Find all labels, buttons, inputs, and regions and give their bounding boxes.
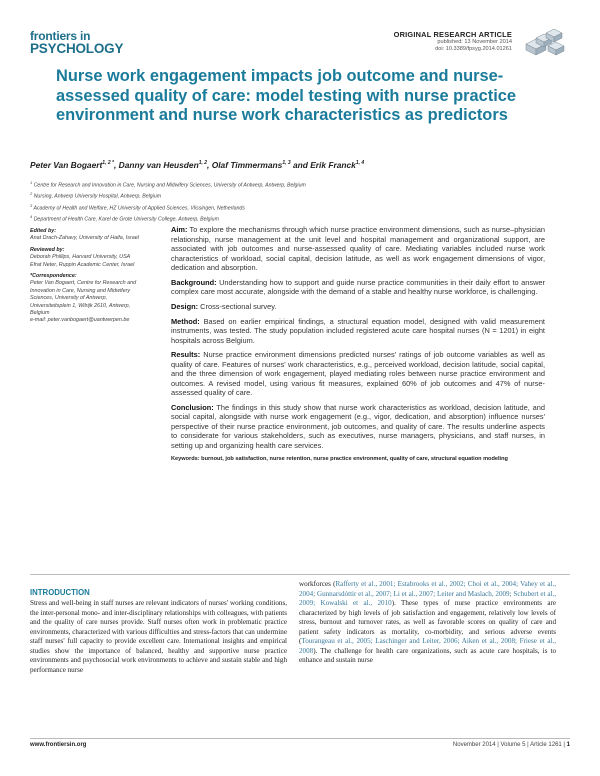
affiliation-num: 2 [30,191,33,197]
keywords-text: burnout, job satisfaction, nurse retention, nurse practice environment, quality of care, structural equation modeling [201,456,508,463]
affiliation-text: Centre for Research and Innovation in Care, Nursing and Midwifery Sciences, University of Antwerp, Antwerp, Belgium [33,182,306,189]
affiliation-num: 3 [30,202,33,208]
intro-heading: INTRODUCTION [30,588,90,597]
footer-issue-info [453,742,570,748]
citation-link[interactable]: Rafferty et al., 2001; Estabrooks et al., 2002; Choi et al., 2004; Vahey et al., 2004; Gunnarsdóttir et al., 2007; Li et al., 2007; Leiter and Maslach, 2009; Schubert et al., 2009; Kowalski et al., 2010 [299,580,556,608]
abstract-label: Background: [171,277,217,287]
correspondence-email[interactable]: e-mail: peter.vanbogaert@uantwerpen.be [30,317,130,324]
reviewer: Deborah Phillips, Harvard University, USA [30,254,131,261]
section-divider [30,574,570,575]
logo-line2: PSYCHOLOGY [30,41,124,56]
abstract [171,225,545,464]
footer-website[interactable]: www.frontiersin.org [30,742,87,748]
logo-line1: frontiers in [30,29,91,43]
affiliation-num: 1 [30,180,33,185]
reviewer: Efrat Neter, Ruppin Academic Center, Israel [30,261,135,268]
affiliation-text: Academy of Health and Welfare, HZ University of Applied Sciences, Vlissingen, Netherlands [33,205,245,212]
author-name: Danny van Heusden [118,160,199,170]
abstract-text: Nurse practice environment dimensions predicted nurses' ratings of job outcome variables as well as quality of care. Features of nurses' work characteristics, e.g., perceived workload, decision latitude, social capital, and the three dimension of work engagement, played mediating roles between nurse practice environment and outcomes. A revised model, using various fit measures, explained 60% of job outcomes and 47% of nurse-assessed quality of care. [171,350,546,398]
page-number: 1 [566,742,570,748]
abstract-label: Conclusion: [171,402,214,412]
author-name: Olaf Timmermans [211,160,283,170]
article-title: Nurse work engagement impacts job outcome and nurse-assessed quality of care: model testing with nurse practice environment and nurse work characteristics as predictors [56,67,516,125]
abstract-results [171,350,545,398]
citation-link[interactable]: Tourangeau et al., 2005; Laschinger and Leiter, 2006; Aiken et al., 2008; Friese et al., 2008 [299,637,556,655]
doi: doi: 10.3389/fpsyg.2014.01261 [435,46,512,53]
abstract-label: Method: [171,316,200,326]
abstract-text: Based on earlier empirical findings, a structural equation model, designed with valid measurement instruments, was tested. The study population included registered acute care hospital nurses (N = 1201) in eight hospitals across Belgium. [171,316,545,345]
article-info [394,30,512,54]
intro-right-text: ). The challenge for health care organizations, such as acute care hospitals, is to enhance and sustain nurse [299,646,556,665]
footer-issue: November 2014 | Volume 5 | Article 1261 | [452,742,565,748]
affiliation [30,202,570,213]
edited-text: Anat Drach-Zahavy, University of Haifa, Israel [30,235,139,242]
editorial-sidebar [30,228,143,325]
edited-heading: Edited by: [30,228,57,234]
author-sup: 1, 3 [282,160,291,167]
affiliation-num: 4 [30,213,33,219]
affiliation-text: Department of Health Care, Karel de Grote University College, Antwerp, Belgium [33,216,219,223]
keywords-label: Keywords: [171,456,200,463]
keywords [171,456,545,463]
abstract-label: Results: [171,350,201,360]
abstract-label: Aim: [171,225,188,234]
intro-right-column [299,580,556,666]
author-sup: 1, 2 * [102,160,114,167]
abstract-text: The findings in this study show that nurse work characteristics as workload, decision latitude, and social capital, alongside with nurse work engagement (e.g., vigor, dedication, and absorption) influence nurses' perspective of their nurse practice environment, job outcomes, and quality of care. The results underline aspects to considerate for various stakeholders, such as executives, nurse managers, physicians, and staff nurses, in setting up and organizing health care services. [171,402,546,450]
cube-logo-icon [518,26,570,56]
abstract-design [171,302,545,312]
abstract-conclusion [171,403,545,451]
article-type: ORIGINAL RESEARCH ARTICLE [393,30,512,39]
affiliation [30,179,570,190]
affiliation-text: Nursing, Antwerp University Hospital, Antwerp, Belgium [33,194,162,201]
footer-divider [30,738,570,739]
abstract-label: Design: [171,301,199,311]
author-sup: 1, 4 [355,160,365,167]
intro-right-text: workforces ( [299,580,336,588]
affiliation-list [30,179,570,224]
affiliation [30,190,570,201]
published-date: published: 13 November 2014 [437,39,512,45]
abstract-text: To explore the mechanisms through which nurse practice environment dimensions, such as nurse–physician relationship, nurse management at the unit level and hospital management and organizational support, are associated with job outcomes and nurse-assessed quality of care. Mediating variables included nurse work characteristics of workload, social capital, decision latitude, as well as work engagement dimensions of vigor, dedication and absorption. [171,225,546,272]
author-list: Peter Van Bogaert$^{1, 2 *}$, Danny van Heusden$^{1, 2}$, Olaf Timmermans$^{1, 3}$ and Erik Franck$^{1, 4}$ [30,160,365,170]
correspondence-text: Peter Van Bogaert, Centre for Research and Innovation in Care, Nursing and Midwifery Sciences, University of Antwerp, Universiteitsplein 1, Wilrijk 2610, Antwerp, Belgium [30,280,137,317]
abstract-aim [171,225,545,273]
intro-left-column [30,588,287,675]
author-name: Erik Franck [310,160,356,170]
journal-logo [30,30,123,56]
author-name: Peter Van Bogaert [30,160,103,170]
reviewed-heading: Reviewed by: [30,246,65,253]
abstract-method [171,317,545,346]
intro-right-text: ). These types of nurse practice environments are characterized by high levels of job satisfaction and engagement, relatively low levels of stress, burnout and turnover rates, as well as favorable scores on quality of care and patient safety indicators as mortality, co-morbidity, and serious adverse events ( [299,599,557,646]
intro-left-text: Stress and well-being in staff nurses are relevant indicators of nurses' working conditions, the inter-personal mono- and inter-disciplinary relationships with colleagues, with patients and the quality of care nurses provide. Staff nurses often work in problematic practice environments, characterized with various difficulties and stress-factors that can undermine staff nurses' full capacity to provide excellent care. International insights and empirical studies show the importance of balanced, healthy and supportive nurse practice environments and psychosocial work environments to achieve and sustain stable and high performance nurse [30,599,287,674]
abstract-text: Understanding how to support and guide nurse practice communities in their daily effort to answer complex care most accurate, alongside with the demand of a stable and healthy nurse workforce, is challenging. [171,277,545,297]
abstract-background [171,278,545,297]
author-sup: 1, 2 [198,160,208,167]
affiliation [30,213,570,224]
abstract-text: Cross-sectional survey. [200,301,277,311]
correspondence-heading: *Correspondence: [30,273,77,280]
